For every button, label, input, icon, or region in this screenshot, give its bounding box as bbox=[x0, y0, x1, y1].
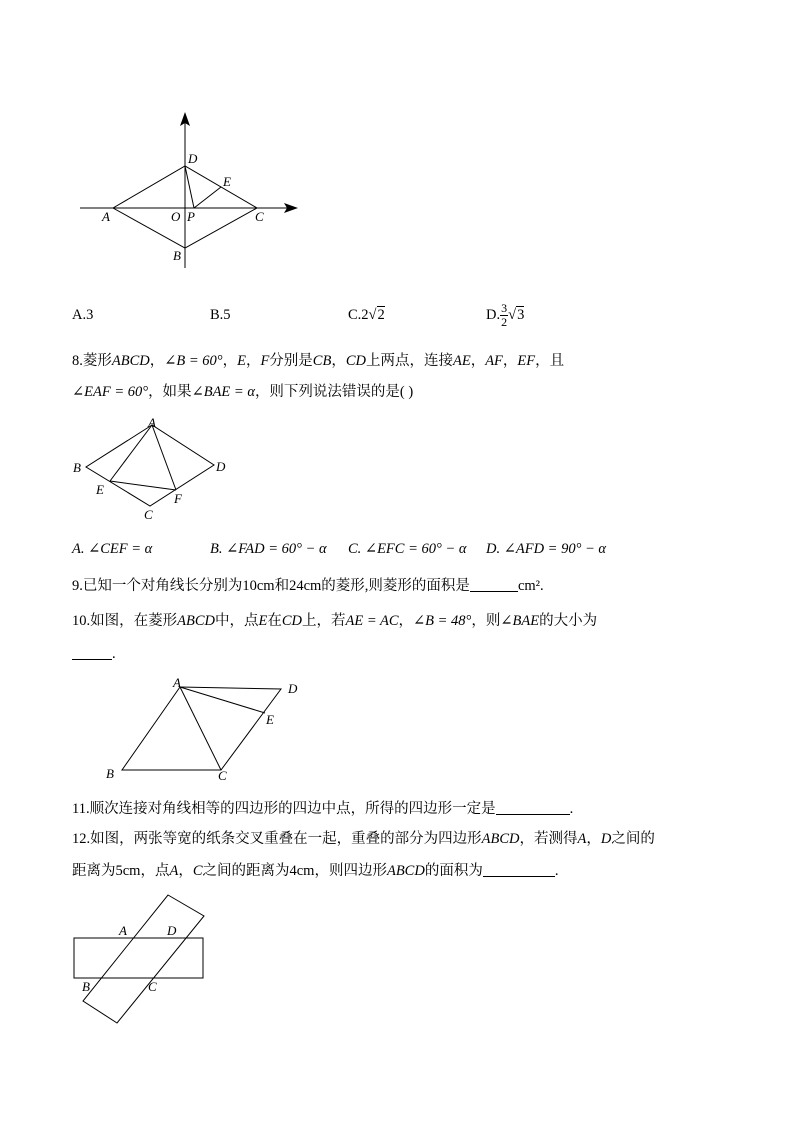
q10-text: 的大小为 bbox=[539, 613, 598, 629]
q8-text: ， bbox=[502, 353, 518, 369]
q12-text: 之间的 bbox=[611, 831, 655, 847]
q8-cb: CB bbox=[312, 353, 332, 369]
segment-ae bbox=[180, 687, 265, 713]
q12-a: A bbox=[169, 863, 179, 879]
q8-option-c: C. ∠EFC = 60° − α bbox=[348, 541, 467, 557]
q12-answer-blank bbox=[483, 862, 555, 877]
q9-unit: cm². bbox=[517, 578, 544, 594]
label-a: A bbox=[102, 209, 110, 224]
label-c: C bbox=[255, 209, 264, 224]
label-d: D bbox=[167, 923, 177, 938]
q10-ae-ac: AE = AC bbox=[345, 613, 399, 629]
q10-text: 上，若 bbox=[302, 613, 346, 629]
q8-text: 8.菱形 bbox=[72, 353, 112, 369]
q8-text: ，且 bbox=[535, 353, 565, 369]
q8-text: ， bbox=[470, 353, 486, 369]
q10-angle-bae: ∠BAE bbox=[500, 613, 540, 629]
q12-distance-ad: 5cm bbox=[115, 863, 141, 879]
q8-option-d: D. ∠AFD = 90° − α bbox=[486, 541, 607, 557]
label-d: D bbox=[216, 459, 226, 474]
q8-text: ， bbox=[331, 353, 346, 369]
segment-ef bbox=[110, 481, 176, 490]
q12-abcd: ABCD bbox=[481, 831, 520, 847]
q11-answer-blank bbox=[496, 800, 570, 815]
label-b: B bbox=[106, 766, 114, 781]
slanted-strip bbox=[83, 895, 204, 1023]
horizontal-strip bbox=[74, 938, 203, 978]
q8-af: AF bbox=[485, 353, 503, 369]
q12-distance-ac: 4cm bbox=[289, 863, 315, 879]
q7-d-num: 3 bbox=[501, 301, 508, 316]
label-p: P bbox=[187, 209, 195, 224]
q9-line bbox=[72, 576, 794, 596]
q12-line2 bbox=[72, 861, 794, 881]
label-c: C bbox=[144, 507, 153, 522]
q12-text: ， bbox=[178, 863, 193, 879]
q12-text: ， bbox=[586, 831, 601, 847]
q10-text: ， bbox=[398, 613, 414, 629]
q8-ae: AE bbox=[452, 353, 471, 369]
q12-d: D bbox=[600, 831, 612, 847]
q7-c-prefix: C. bbox=[348, 307, 362, 323]
q8-figure bbox=[68, 413, 238, 523]
q10-text: 10.如图，在菱形 bbox=[72, 613, 178, 629]
q8-text: ， bbox=[245, 353, 261, 369]
segment-pe bbox=[194, 187, 221, 208]
q8-text: ， bbox=[222, 353, 238, 369]
q7-figure bbox=[70, 108, 310, 273]
q7-c-coef: 2 bbox=[361, 307, 369, 323]
q12-a: A bbox=[577, 831, 587, 847]
q10-text: ，则 bbox=[471, 613, 501, 629]
q7-option-d bbox=[486, 296, 524, 334]
segment-ae bbox=[110, 425, 152, 481]
q9-text: 9.已知一个对角线长分别为10cm和24cm的菱形,则菱形的面积是 bbox=[72, 578, 470, 594]
label-b: B bbox=[73, 460, 81, 475]
q7-option-b: B.5 bbox=[210, 307, 231, 323]
q12-text: 12.如图，两张等宽的纸条交叉重叠在一起，重叠的部分为四边形 bbox=[72, 831, 482, 847]
q12-text: ，若测得 bbox=[519, 831, 578, 847]
label-o: O bbox=[171, 209, 181, 224]
label-e: E bbox=[223, 174, 231, 189]
q8-text: ，如果 bbox=[148, 384, 192, 400]
label-d: D bbox=[188, 151, 198, 166]
q7-option-a: A.3 bbox=[72, 307, 94, 323]
q12-text: 距离为 bbox=[72, 863, 116, 879]
q10-cd: CD bbox=[281, 613, 302, 629]
segment-ac bbox=[180, 687, 221, 770]
label-e: E bbox=[96, 482, 104, 497]
q8-text: 分别是 bbox=[269, 353, 313, 369]
q8-text: ， bbox=[149, 353, 165, 369]
q11-line bbox=[72, 799, 794, 819]
q12-c: C bbox=[192, 863, 203, 879]
q12-text: 的面积为 bbox=[424, 863, 483, 879]
label-b: B bbox=[173, 248, 181, 263]
q8-text: ，则下列说法错误的是( ) bbox=[254, 384, 414, 400]
label-f: F bbox=[174, 491, 182, 506]
q7-d-fraction bbox=[500, 302, 508, 329]
label-d: D bbox=[288, 681, 298, 696]
q12-text: ，点 bbox=[140, 863, 170, 879]
label-a: A bbox=[119, 923, 127, 938]
sqrt-sign: √ bbox=[368, 307, 377, 323]
q8-text: 上两点，连接 bbox=[365, 353, 453, 369]
label-e: E bbox=[266, 712, 274, 727]
segment-af bbox=[152, 425, 176, 490]
q8-option-b: B. ∠FAD = 60° − α bbox=[210, 541, 327, 557]
q7-option-c bbox=[348, 305, 385, 325]
q8-angle-eaf: ∠EAF = 60° bbox=[72, 384, 149, 400]
label-b: B bbox=[82, 979, 90, 994]
q8-angle-b: ∠B = 60° bbox=[164, 353, 223, 369]
q8-abcd: ABCD bbox=[111, 353, 150, 369]
rhombus-abcd bbox=[122, 687, 281, 770]
q8-cd: CD bbox=[345, 353, 366, 369]
q11-text: 11.顺次连接对角线相等的四边形的四边中点，所得的四边形一定是 bbox=[72, 801, 496, 817]
q7-c-radicand: 2 bbox=[377, 307, 385, 323]
q7-d-prefix: D. bbox=[486, 307, 501, 323]
segment-dp bbox=[185, 166, 194, 208]
q10-end: . bbox=[112, 646, 116, 662]
label-c: C bbox=[148, 979, 157, 994]
q10-angle-b: ∠B = 48° bbox=[413, 613, 472, 629]
rhombus-abcd bbox=[86, 425, 214, 506]
q10-e: E bbox=[258, 613, 268, 629]
q12-line1 bbox=[72, 829, 794, 849]
q11-end: . bbox=[569, 801, 574, 817]
q7-d-radicand: 3 bbox=[517, 307, 525, 323]
q8-e: E bbox=[237, 353, 246, 369]
q12-text: ，则四边形 bbox=[314, 863, 387, 879]
q7-d-den: 2 bbox=[501, 315, 508, 330]
q10-abcd: ABCD bbox=[177, 613, 215, 629]
q10-text: 中，点 bbox=[214, 613, 259, 629]
q8-line2 bbox=[72, 382, 794, 402]
q12-end: . bbox=[554, 863, 559, 879]
q8-line1 bbox=[72, 351, 794, 371]
q8-f: F bbox=[260, 353, 270, 369]
label-c: C bbox=[218, 768, 227, 783]
label-a: A bbox=[173, 675, 181, 690]
q9-answer-blank bbox=[470, 577, 518, 592]
q12-abcd: ABCD bbox=[386, 863, 425, 879]
q8-option-a: A. ∠CEF = α bbox=[72, 541, 153, 557]
q8-ef: EF bbox=[517, 353, 536, 369]
q12-text: 之间的距离为 bbox=[202, 863, 290, 879]
q10-answer-blank bbox=[72, 645, 112, 660]
label-a: A bbox=[148, 415, 156, 430]
q10-line1 bbox=[72, 611, 794, 631]
q8-angle-bae: ∠BAE = α bbox=[191, 384, 255, 400]
q12-figure bbox=[65, 888, 225, 1033]
sqrt-sign: √ bbox=[508, 307, 517, 323]
q10-line2 bbox=[72, 644, 794, 664]
q10-text: 在 bbox=[267, 613, 282, 629]
q10-figure bbox=[100, 672, 310, 784]
